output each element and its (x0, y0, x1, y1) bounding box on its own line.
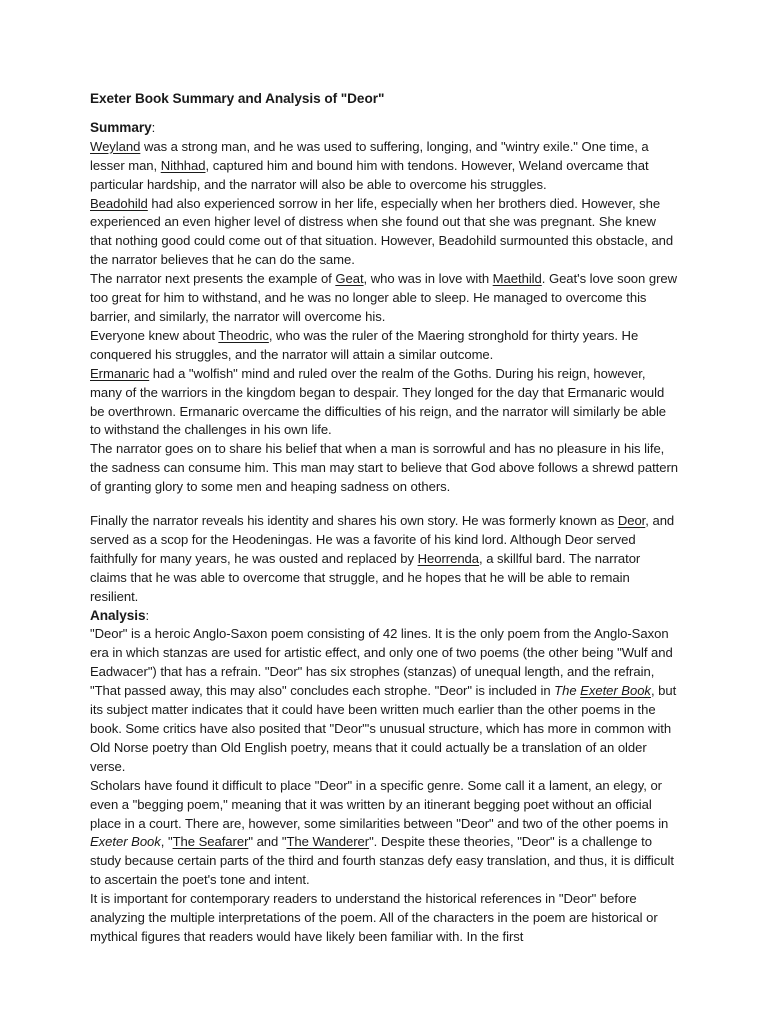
link-the-seafarer[interactable]: The Seafarer (172, 834, 249, 850)
text-run: , captured him and bound him with tendons. However, Weland overcame that particular hardship, and the narrator will also be able to overcome his struggles. (90, 157, 649, 192)
summary-paragraph-theodric (90, 327, 680, 365)
link-maethild[interactable]: Maethild (492, 271, 542, 287)
text-run: Scholars have found it difficult to place "Deor" in a specific genre. Some call it a lament, an elegy, or even a "begging poem," meaning that it was written by an itinerant begging poet without an official place in a court. There are, however, some similarities between "Deor" and two of the other poems in (90, 777, 669, 831)
link-exeter-book[interactable]: Exeter Book (580, 683, 651, 699)
text-run: , who was in love with (363, 271, 493, 287)
summary-paragraph-ermanaric (90, 365, 680, 441)
paragraph-gap (90, 497, 680, 512)
text-run: The narrator goes on to share his belief that when a man is sorrowful and has no pleasure in his life, the sadness can consume him. This man may start to believe that God above follows a shrewd pattern of granting glory to some men and heaping sadness on others. (90, 441, 679, 495)
summary-paragraph-weyland (90, 138, 680, 195)
summary-paragraph-sorrow (90, 440, 680, 497)
text-run: . Geat's love soon grew too great for him to withstand, and he was no longer able to sleep. He managed to overcome this barrier, and similarly, the narrator will overcome his. (90, 271, 678, 324)
text-run: , who was the ruler of the Maering stronghold for thirty years. He conquered his struggles, and the narrator will attain a similar outcome. (90, 327, 639, 362)
analysis-paragraph-2 (90, 777, 680, 890)
analysis-paragraph-1 (90, 625, 680, 776)
link-nithhad[interactable]: Nithhad (160, 157, 206, 173)
summary-paragraph-deor (90, 512, 680, 607)
text-run: , but its subject matter indicates that it could have been written much earlier than the other poems in the book. Some critics have also posited that "Deor"'s unusual structure, which has more in common with Old Norse poetry than Old English poetry, means that it could actually be a translation of an older verse. (90, 683, 677, 774)
summary-section (90, 119, 680, 607)
text-run: Exeter Book (90, 834, 161, 850)
text-run: Everyone knew about (90, 327, 219, 343)
analysis-colon: : (145, 607, 150, 623)
document-page (90, 90, 680, 947)
text-run: "Deor" is a heroic Anglo-Saxon poem consisting of 42 lines. It is the only poem from the Anglo-Saxon era in which stanzas are used for artistic effect, and only one of two poems (the other being "Wulf and Eadwacer") that has a refrain. "Deor" has six strophes (stanzas) of unequal length, and the refrain, "That passed away, this may also" concludes each strophe. "Deor" is included in (90, 626, 673, 699)
link-geat[interactable]: Geat (335, 271, 364, 287)
link-theodric[interactable]: Theodric (218, 327, 269, 343)
analysis-paragraph-3: It is important for contemporary readers to understand the historical references in "Deor" before analyzing the multiple interpretations of the poem. All of the characters in the poem are historical or mythical figures that readers would have likely been familiar with. In the first (90, 891, 658, 944)
analysis-section (90, 607, 680, 947)
summary-colon: : (151, 119, 156, 135)
link-deor[interactable]: Deor (617, 513, 646, 529)
text-run: The (554, 683, 581, 699)
link-beadohild[interactable]: Beadohild (90, 195, 148, 211)
document-title: Exeter Book Summary and Analysis of "Deor" (90, 91, 385, 106)
text-run: was a strong man, and he was used to suffering, longing, and "wintry exile." One time, a lesser man, (90, 138, 649, 173)
summary-heading: Summary (90, 119, 152, 135)
analysis-heading: Analysis (90, 607, 146, 623)
text-run: ". Despite these theories, "Deor" is a challenge to study because certain parts of the third and fourth stanzas defy easy translation, and thus, it is difficult to ascertain the poet's tone and intent. (90, 834, 674, 888)
text-run: The narrator next presents the example of (90, 271, 336, 287)
link-weyland[interactable]: Weyland (90, 138, 141, 154)
summary-paragraph-beadohild (90, 195, 680, 271)
link-heorrenda[interactable]: Heorrenda (417, 550, 480, 566)
text-run: Finally the narrator reveals his identity and shares his own story. He was formerly known as (90, 513, 618, 529)
text-run: , " (160, 834, 173, 850)
text-run: " and " (248, 834, 287, 850)
summary-paragraph-geat (90, 270, 680, 327)
text-run: had also experienced sorrow in her life, especially when her brothers died. However, she experienced an even higher level of distress when she found out that she was pregnant. She knew that nothing good could come out of that situation. However, Beadohild surmounted this obstacle, and the narrator believes that he can do the same. (90, 195, 674, 268)
text-run: had a "wolfish" mind and ruled over the realm of the Goths. During his reign, however, many of the warriors in the kingdom began to despair. They longed for the day that Ermanaric would be overthrown. Ermanaric overcame the difficulties of his reign, and the narrator will similarly be able to withstand the challenges in his own life. (90, 365, 667, 438)
link-ermanaric[interactable]: Ermanaric (90, 365, 150, 381)
text-run: , a skillful bard. The narrator claims that he was able to overcome that struggle, and he hopes that he will be able to remain resilient. (90, 550, 641, 604)
link-the-wanderer[interactable]: The Wanderer (286, 834, 370, 850)
text-run: , and served as a scop for the Heodeningas. He was a favorite of his kind lord. Although Deor served faithfully for many years, he was ousted and replaced by (90, 513, 675, 566)
